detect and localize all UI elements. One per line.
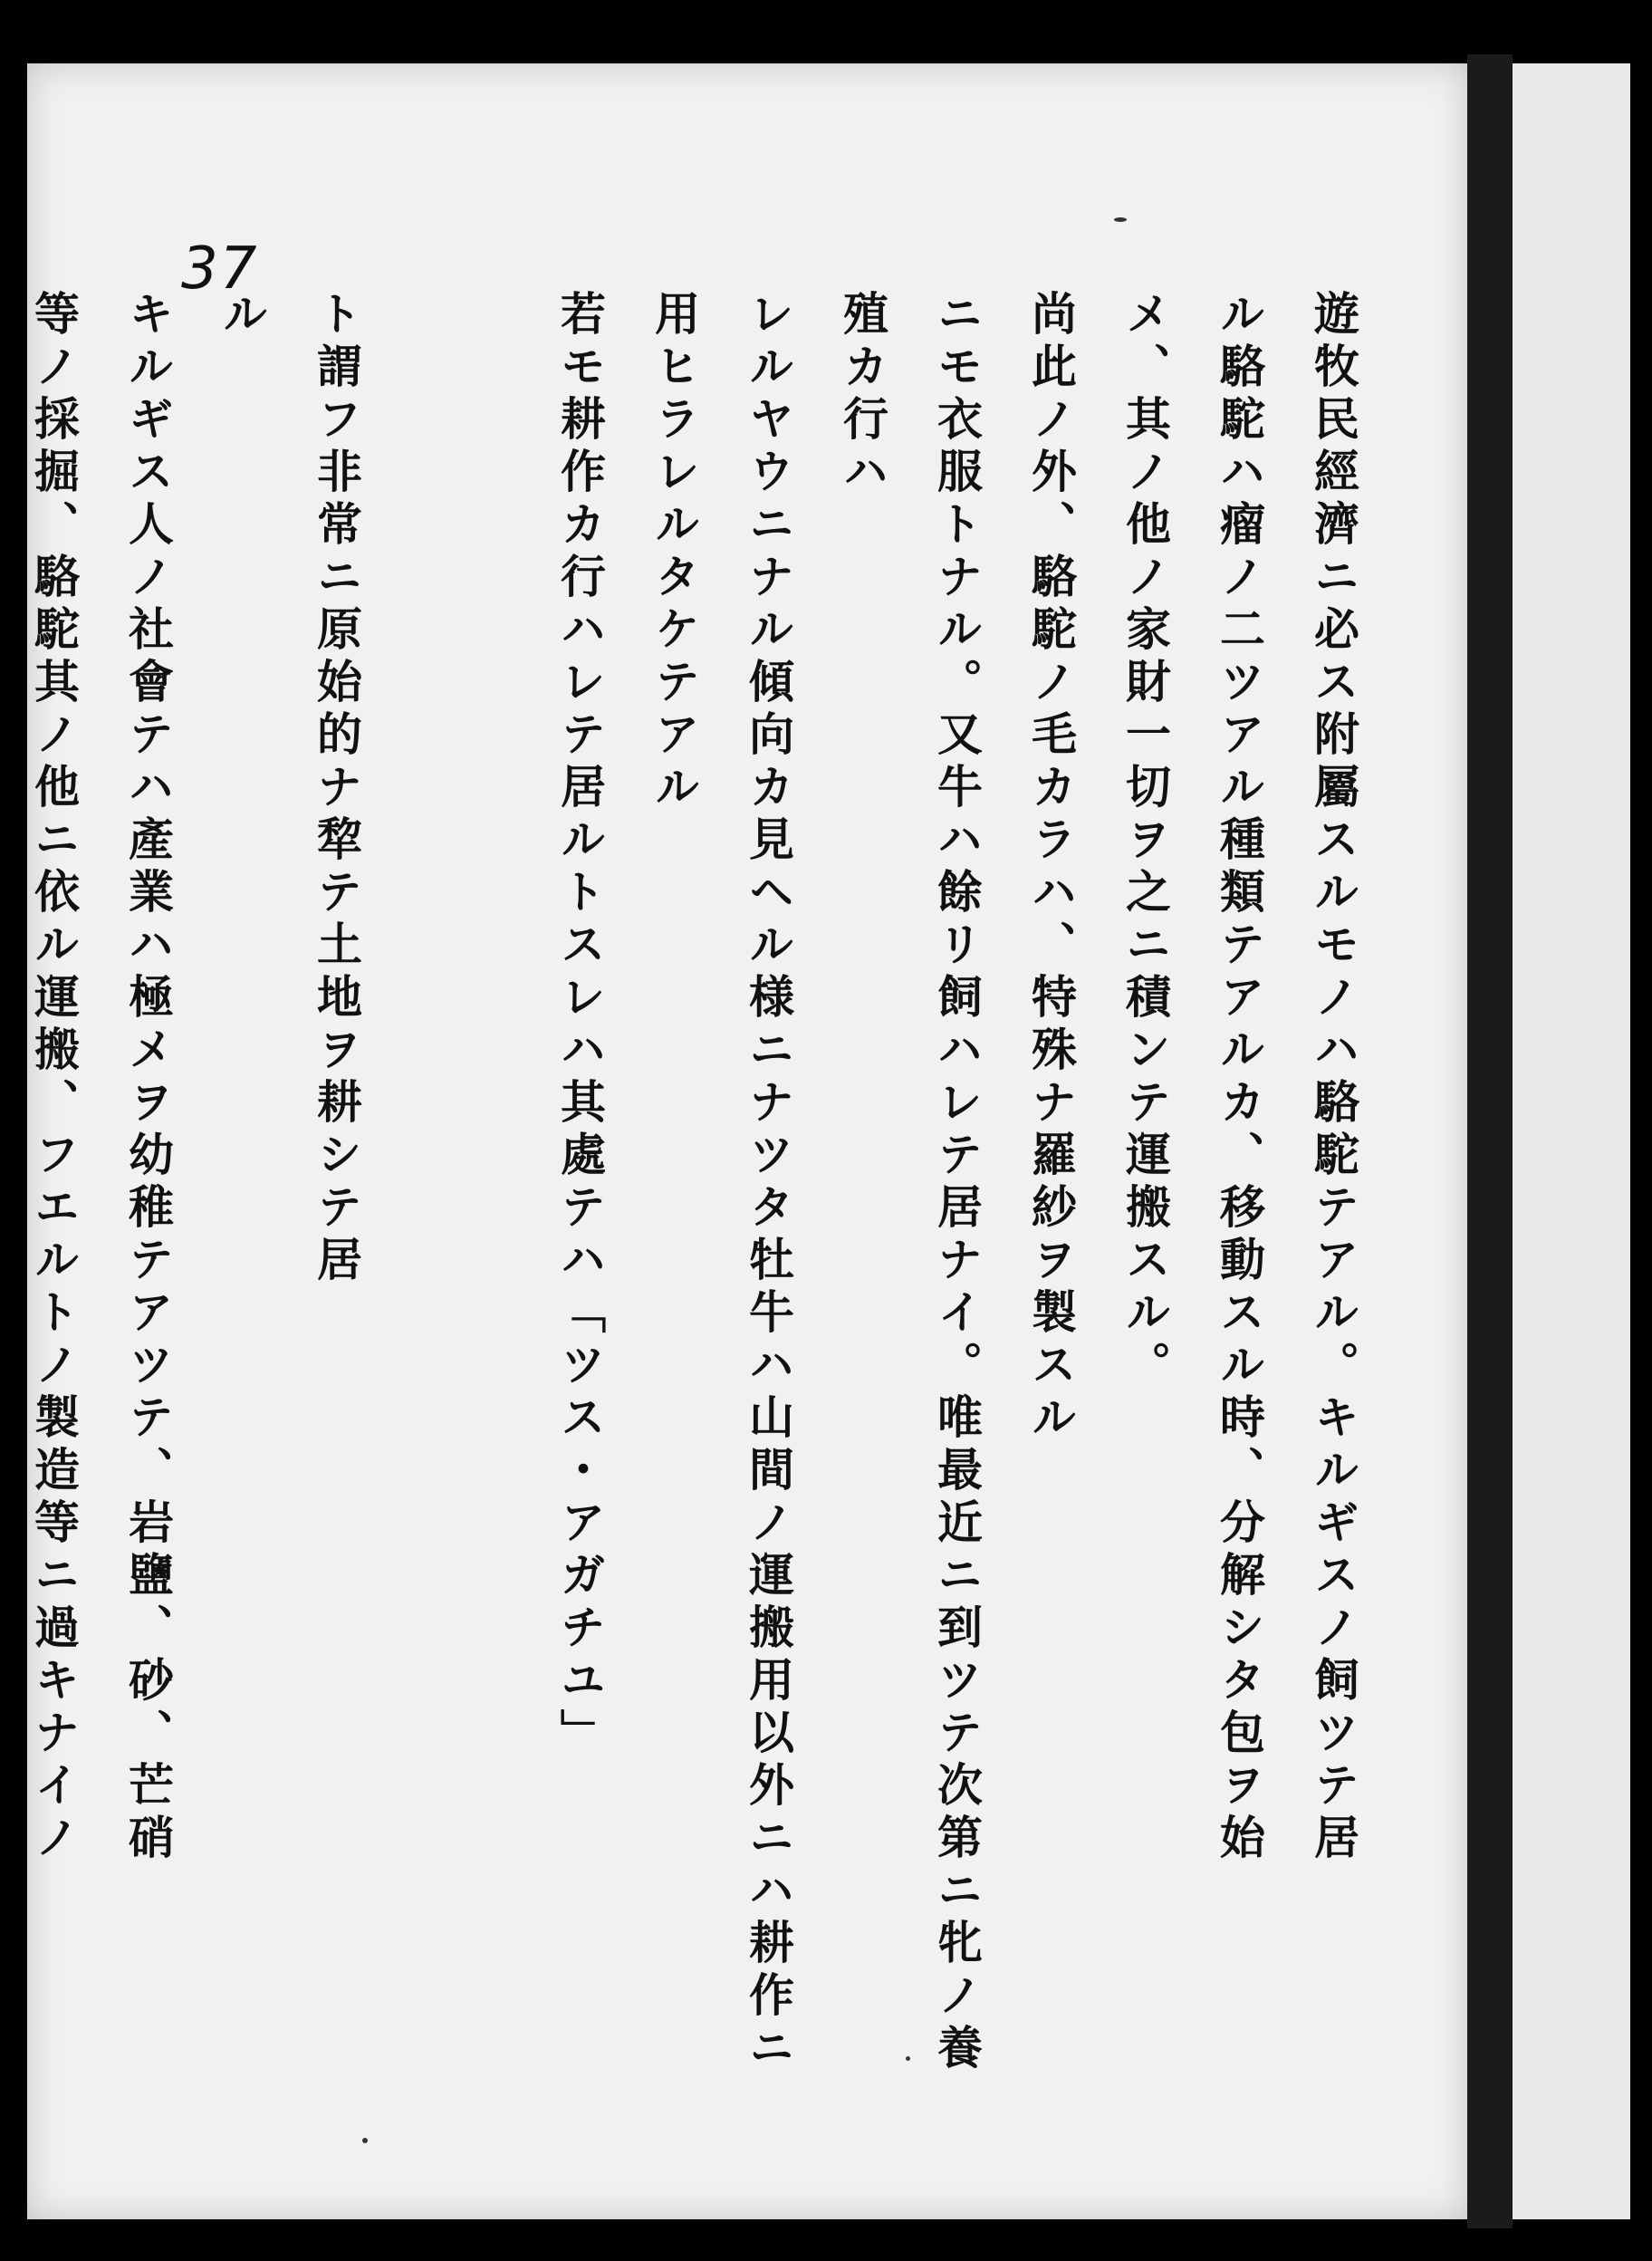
text-column: メ、其ノ他ノ家財一切ヲ之ニ積ンテ運搬スル。 xyxy=(1119,290,1172,1393)
page-number: 37 xyxy=(181,236,259,303)
book-spine xyxy=(1467,54,1513,2228)
text-column: キルギス人ノ社會テハ產業ハ極メヲ幼稚テアツテ、岩鹽、砂、芒硝 xyxy=(121,290,175,1866)
ink-speck xyxy=(1114,217,1127,222)
text-column: ル駱駝ハ瘤ノ二ツアル種類テアルカ、移動スル時、分解シタ包ヲ始 xyxy=(1213,290,1266,1866)
text-column: ル xyxy=(216,290,269,342)
text-column: 等ノ採掘、駱駝其ノ他ニ依ル運搬、フエルトノ製造等ニ過キナイノ xyxy=(27,290,81,1866)
text-column: ト謂フ非常ニ原始的ナ犂テ土地ヲ耕シテ居 xyxy=(310,290,363,1288)
ink-speck xyxy=(906,2056,910,2061)
vertical-text-body xyxy=(0,290,1380,2102)
text-column: 尚此ノ外、駱駝ノ毛カラハ、特殊ナ羅紗ヲ製スル xyxy=(1024,290,1078,1446)
text-column: 若モ耕作カ行ハレテ居ルトスレハ其處テハ「ツス・アガチユ」 xyxy=(553,290,607,1761)
text-column: レルヤウニナル傾向カ見ヘル様ニナツタ牡牛ハ山間ノ運搬用以外ニハ耕作ニ xyxy=(742,290,795,2076)
text-column: ニモ衣服トナル。又牛ハ餘リ飼ハレテ居ナイ。唯最近ニ到ツテ次第ニ牝ノ養殖カ行ハ xyxy=(836,290,984,2076)
ink-speck xyxy=(362,2138,368,2143)
adjacent-page-edge xyxy=(1513,63,1630,2219)
text-column xyxy=(0,290,6,2102)
text-column: 用ヒラレルタケテアル xyxy=(648,290,701,815)
text-column: 遊牧民經濟ニ必ス附屬スルモノハ駱駝テアル。キルギスノ飼ツテ居 xyxy=(1307,290,1360,1866)
